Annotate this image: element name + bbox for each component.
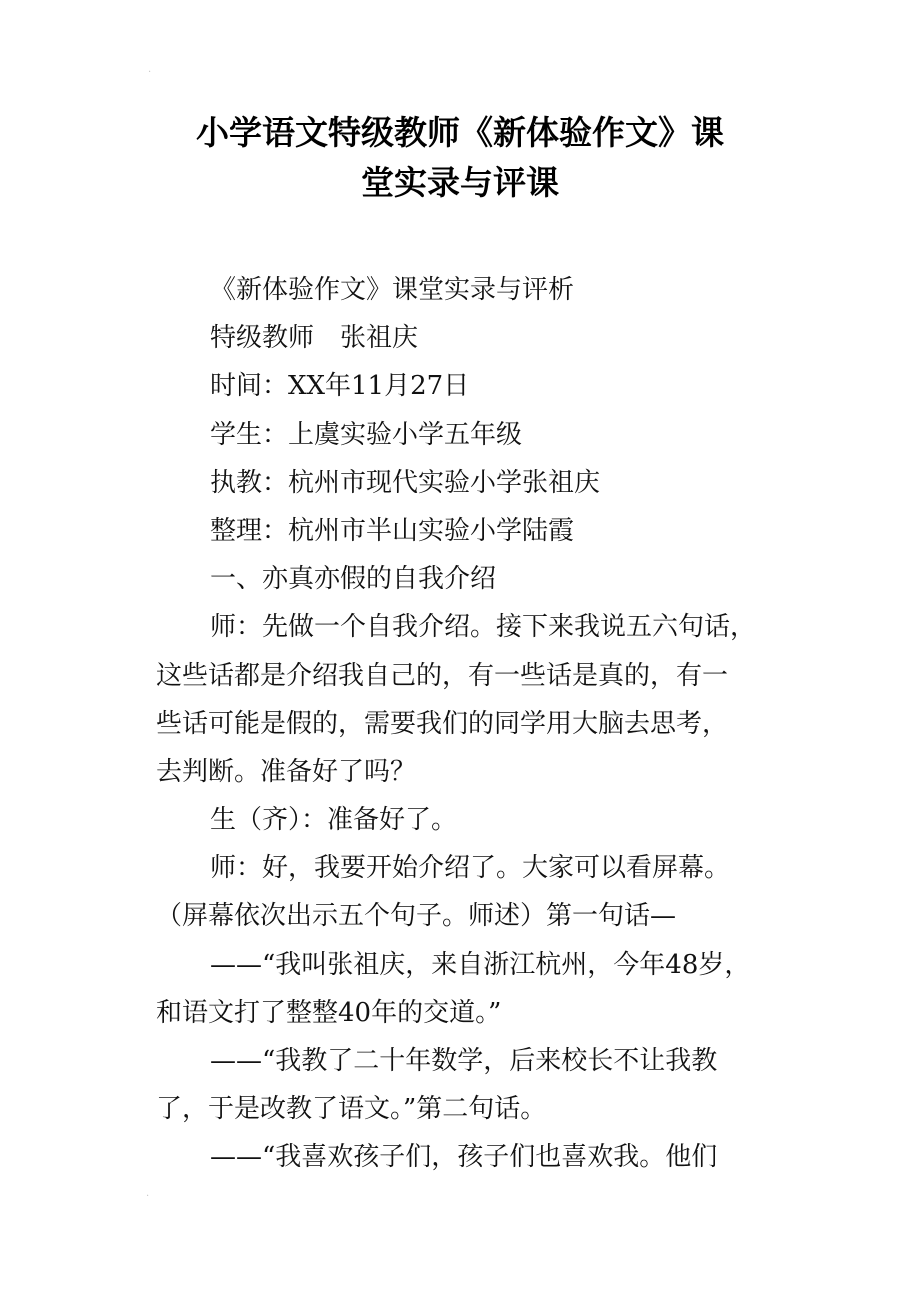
text-line: 学生：上虞实验小学五年级 [210,419,523,450]
text-line: 这些话都是介绍我自己的，有一些话是真的，有一 [156,660,729,691]
text-line: （屏幕依次出示五个句子。师述）第一句话— [156,901,677,932]
text-line: 师：先做一个自我介绍。接下来我说五六句话， [210,612,757,643]
page-corner-mark-top: · [148,67,152,78]
text-line: 整理：杭州市半山实验小学陆霞 [210,515,575,546]
text-line: 执教：杭州市现代实验小学张祖庆 [210,467,601,498]
text-line: 生（齐）：准备好了。 [210,805,458,836]
text-line: ——“我叫张祖庆，来自浙江杭州，今年48岁， [210,949,751,980]
text-line: 和语文打了整整40年的交道。” [156,997,502,1028]
text-line: 时间：XX年11月27日 [210,371,470,402]
text-line: 《新体验作文》课堂实录与评析 [210,275,575,305]
document-title [140,108,780,208]
page-corner-mark-bottom: · [146,1191,150,1202]
text-line: ——“我喜欢孩子们，孩子们也喜欢我。他们 [210,1142,718,1173]
text-line: 了，于是改教了语文。”第二句话。 [156,1094,547,1125]
text-line: 些话可能是假的，需要我们的同学用大脑去思考， [156,708,729,739]
text-line: 师：好，我要开始介绍了。大家可以看屏幕。 [210,853,731,884]
document-body [156,266,796,1182]
title-line-1: 小学语文特级教师《新体验作文》课 [196,113,724,152]
text-line: ——“我教了二十年数学，后来校长不让我教 [210,1046,718,1076]
text-line: 特级教师 张祖庆 [210,323,419,354]
text-line: 一、亦真亦假的自我介绍 [210,564,497,595]
text-line: 去判断。准备好了吗？ [156,756,417,787]
title-line-2: 堂实录与评课 [361,163,559,202]
